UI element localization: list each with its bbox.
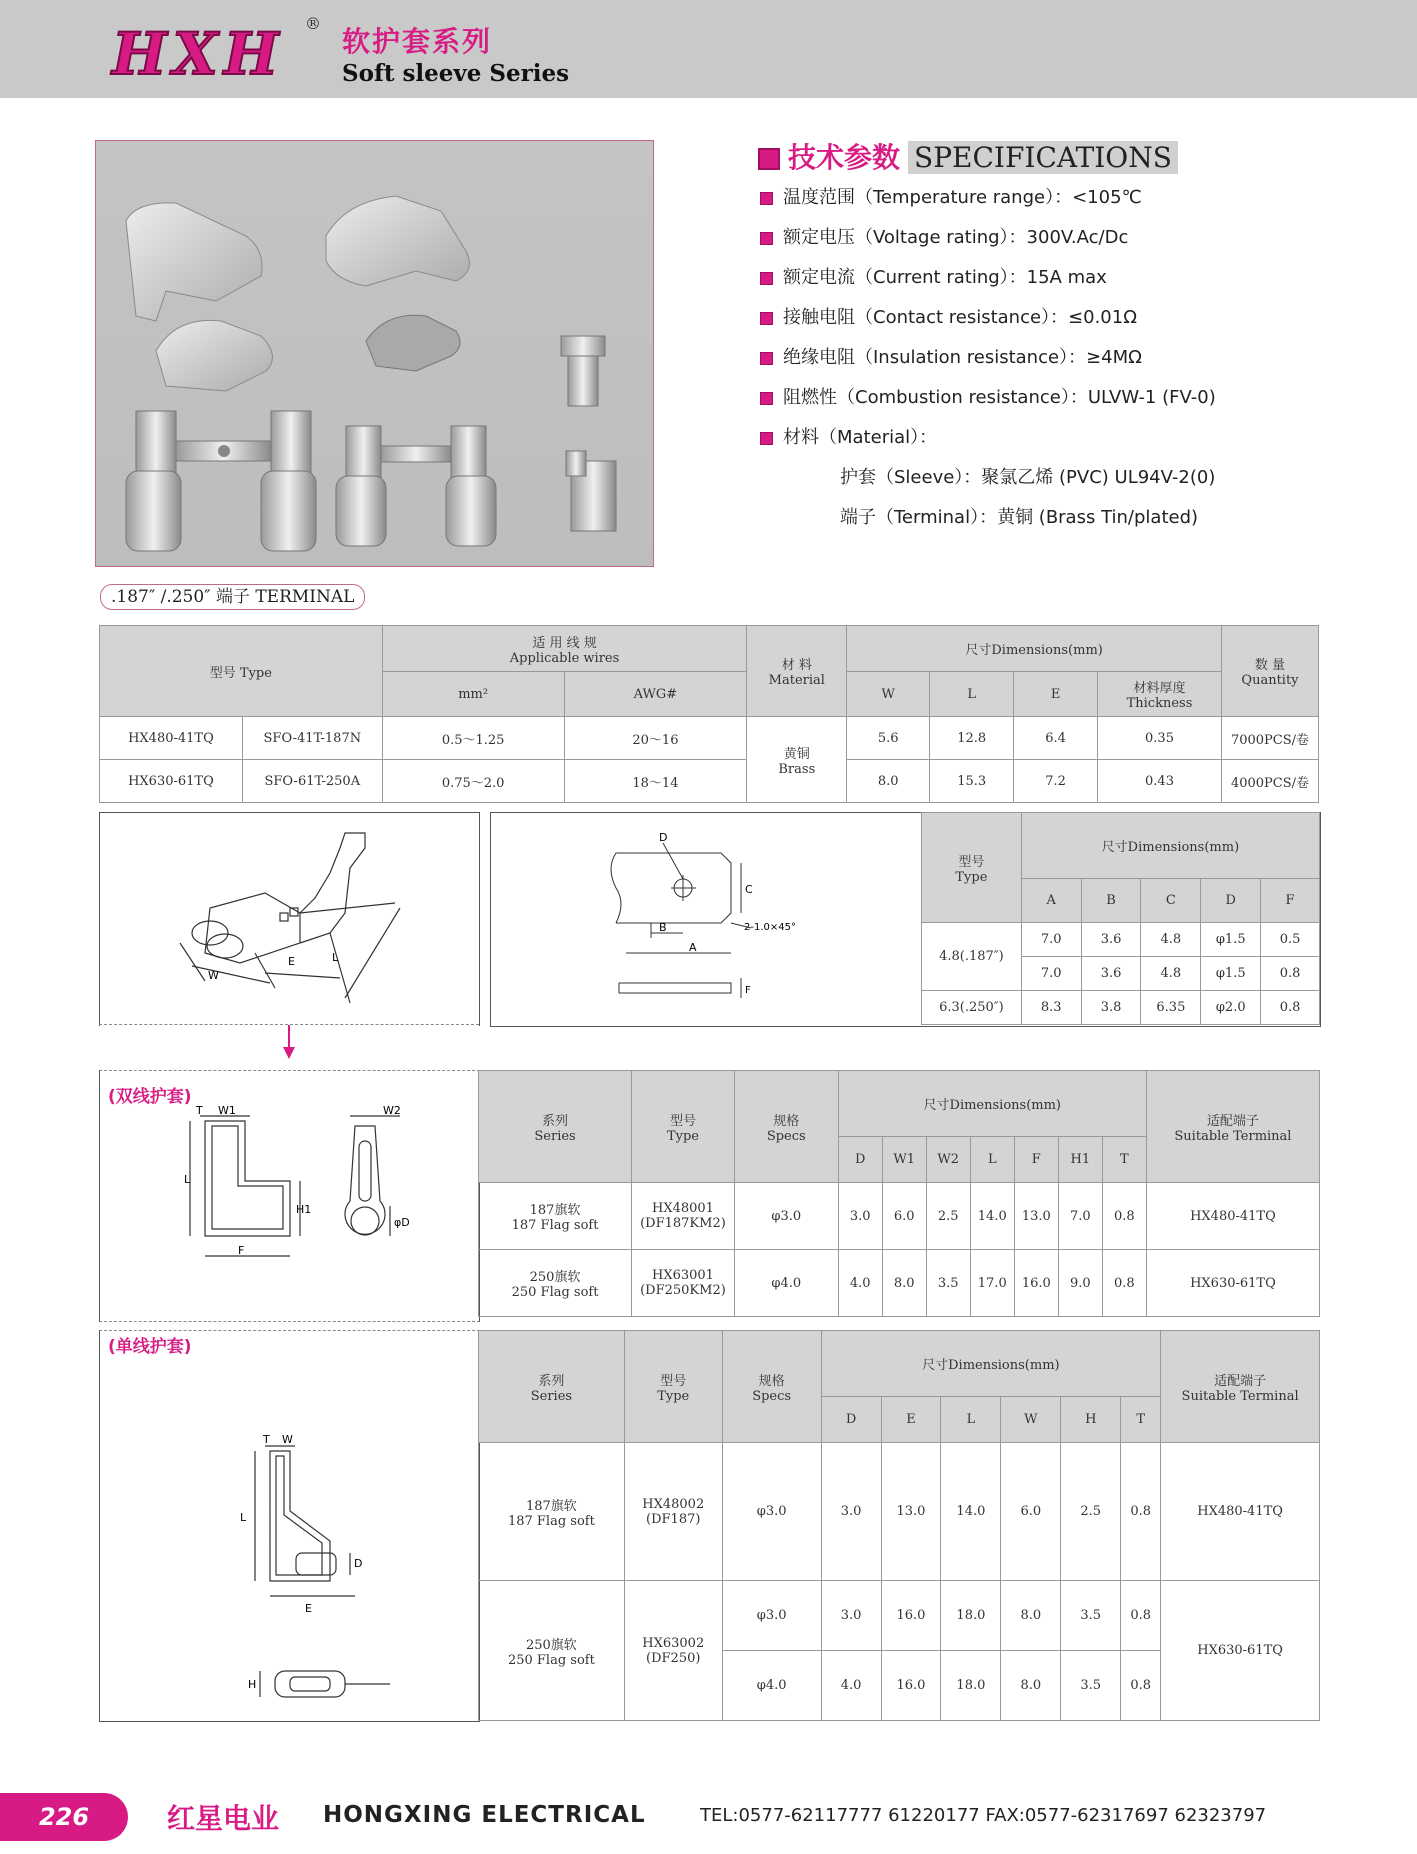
header-mm: mm² — [382, 672, 564, 717]
header-w: W — [847, 672, 930, 717]
table-row: 6.3(.250″) 8.3 3.8 6.35 φ2.0 0.8 — [922, 991, 1320, 1025]
header-specs: 规格 Specs — [734, 1071, 838, 1183]
bullet-icon — [760, 392, 773, 405]
spec-material: 材料（Material）： — [760, 423, 937, 449]
dim-l-label: L — [184, 1173, 191, 1186]
dim-w2-label: W2 — [383, 1104, 401, 1117]
dim-h-label: H — [248, 1678, 257, 1691]
spec-contact-resistance: 接触电阻（Contact resistance）：≤0.01Ω — [760, 303, 1137, 329]
dim-b-label: B — [659, 921, 667, 934]
dim-l-label: L — [240, 1511, 247, 1524]
single-sleeve-table: 系列 Series 型号 Type 规格 Specs 尺寸Dimensions(mm) 适配端子 Suitable Terminal D E L W H T 187旗软 187 Flag soft HX48002 (DF187) φ3.0 3.0 13.0 14.0 6.0 2.5 0.8 HX480-41TQ 250旗软 250 Flag soft HX63002 (DF250) φ3.0 3.0 16.0 18.0 8.0 3.5 0.8 HX630-61TQ φ4.0 4.0 16.0 18.0 8.0 3.5 0.8 — [478, 1330, 1320, 1721]
spec-combustion: 阻燃性（Combustion resistance）：ULVW-1 (FV-0) — [760, 383, 1216, 409]
dim-phid-label: φD — [394, 1216, 410, 1229]
header-type: 型号 Type — [922, 813, 1022, 923]
dim-a-label: A — [689, 941, 697, 954]
material-cell: 黄铜 Brass — [747, 717, 847, 803]
spec-voltage: 额定电压（Voltage rating）：300V.Ac/Dc — [760, 223, 1128, 249]
table-row: 187旗软 187 Flag soft HX48001 (DF187KM2) φ3.0 3.0 6.0 2.5 14.0 13.0 7.0 0.8 HX480-41TQ — [479, 1183, 1320, 1250]
table-row: HX630-61TQ SFO-61T-250A 0.75～2.0 18～14 8.0 15.3 7.2 0.43 4000PCS/卷 — [100, 760, 1319, 803]
double-sleeve-label: (双线护套) — [108, 1087, 192, 1107]
header-dimensions: 尺寸Dimensions(mm) — [838, 1071, 1146, 1137]
bullet-icon — [760, 272, 773, 285]
header-series: 系列 Series — [479, 1331, 625, 1443]
series-title-cn: 软护套系列 — [342, 25, 493, 58]
dim-e-label: E — [305, 1602, 312, 1615]
single-sleeve-label: (单线护套) — [108, 1337, 192, 1357]
terminal-table — [99, 625, 1319, 803]
bullet-icon — [760, 432, 773, 445]
bullet-icon — [760, 352, 773, 365]
double-sleeve-drawing — [99, 1070, 480, 1322]
dim-chamfer-label: 2-1.0×45° — [744, 922, 796, 933]
registered-mark: ® — [305, 14, 321, 33]
dim-t-label: T — [196, 1104, 203, 1117]
double-sleeve-table: 系列 Series 型号 Type 规格 Specs 尺寸Dimensions(mm) 适配端子 Suitable Terminal D W1 W2 L F H1 T 187旗软 187 Flag soft HX48001 (DF187KM2) φ3.0 3.0 6.0 2.5 14.0 13.0 7.0 0.8 HX480-41TQ 250旗软 250 Flag soft HX63001 (DF250KM2) φ4.0 4.0 8.0 3.5 17.0 16.0 9.0 0.8 HX630-61TQ — [478, 1070, 1320, 1317]
spec-current: 额定电流（Current rating）：15A max — [760, 263, 1107, 289]
header-quantity: 数 量 Quantity — [1221, 626, 1318, 717]
spec-temperature: 温度范围（Temperature range）：<105℃ — [760, 183, 1142, 209]
specs-heading-en: SPECIFICATIONS — [908, 141, 1178, 174]
header-wires: 适 用 线 规 Applicable wires — [382, 626, 747, 672]
terminal-section-label: .187″ /.250″ 端子 TERMINAL — [100, 584, 365, 610]
spec-sleeve-material: 护套（Sleeve）：聚氯乙烯 (PVC) UL94V-2(0) — [840, 467, 1216, 488]
dim-w1-label: W1 — [218, 1104, 236, 1117]
header-dimensions: 尺寸Dimensions(mm) — [1021, 813, 1319, 879]
brand-name-en: HONGXING ELECTRICAL — [323, 1802, 646, 1828]
table-row: HX480-41TQ SFO-41T-187N 0.5～1.25 20～16 黄铜 Brass 5.6 12.8 6.4 0.35 7000PCS/卷 — [100, 717, 1319, 760]
specifications-heading — [758, 136, 1178, 176]
header-thickness: 材料厚度 Thickness — [1098, 672, 1222, 717]
header-series: 系列 Series — [479, 1071, 632, 1183]
header-suitable-terminal: 适配端子 Suitable Terminal — [1161, 1331, 1320, 1443]
dim-d-label: D — [659, 831, 668, 844]
page-number: 226 — [0, 1793, 128, 1841]
spec-terminal-material: 端子（Terminal）：黄铜 (Brass Tin/plated) — [840, 507, 1199, 528]
product-photo — [95, 140, 654, 567]
header-type: 型号 Type — [632, 1071, 735, 1183]
dim-t-label: T — [263, 1433, 270, 1446]
single-sleeve-drawing — [99, 1330, 480, 1722]
bullet-icon — [760, 312, 773, 325]
bullet-icon — [760, 232, 773, 245]
dim-f-label: F — [745, 985, 751, 996]
tab-dimension-table: 型号 Type 尺寸Dimensions(mm) A B C D F 4.8(.187″) 7.0 3.6 4.8 φ1.5 0.5 7.0 3.6 4.8 φ1.5 0.8 6.3(.250″) 8.3 3.8 6.35 φ2.0 0.8 — [921, 812, 1320, 1025]
terminal-drawing — [99, 812, 480, 1026]
header-type: 型号 Type — [100, 626, 383, 717]
brand-name-cn: 红星电业 — [167, 1802, 280, 1835]
dim-l-label: L — [332, 951, 339, 964]
table-row: 187旗软 187 Flag soft HX48002 (DF187) φ3.0 3.0 13.0 14.0 6.0 2.5 0.8 HX480-41TQ — [479, 1443, 1320, 1581]
header-awg: AWG# — [564, 672, 747, 717]
dim-f-label: F — [238, 1244, 245, 1257]
spec-insulation-resistance: 绝缘电阻（Insulation resistance）：≥4MΩ — [760, 343, 1142, 369]
table-row: 7.0 3.6 4.8 φ1.5 0.8 — [922, 957, 1320, 991]
table-row: φ4.0 4.0 16.0 18.0 8.0 3.5 0.8 — [479, 1651, 1320, 1721]
table-row: 250旗软 250 Flag soft HX63002 (DF250) φ3.0 3.0 16.0 18.0 8.0 3.5 0.8 HX630-61TQ — [479, 1581, 1320, 1651]
contact-info: TEL:0577-62117777 61220177 FAX:0577-62317697 62323797 — [700, 1805, 1267, 1826]
dim-d-label: D — [354, 1557, 363, 1570]
table-row: 250旗软 250 Flag soft HX63001 (DF250KM2) φ4.0 4.0 8.0 3.5 17.0 16.0 9.0 0.8 HX630-61TQ — [479, 1250, 1320, 1317]
specs-heading-cn: 技术参数 — [788, 141, 901, 174]
table-row: 4.8(.187″) 7.0 3.6 4.8 φ1.5 0.5 — [922, 923, 1320, 957]
header-suitable-terminal: 适配端子 Suitable Terminal — [1146, 1071, 1319, 1183]
down-arrow-icon — [283, 1025, 295, 1063]
header-type: 型号 Type — [624, 1331, 722, 1443]
bullet-icon — [760, 192, 773, 205]
header-dimensions: 尺寸Dimensions(mm) — [821, 1331, 1161, 1397]
series-title-en: Soft sleeve Series — [342, 60, 570, 87]
dim-c-label: C — [745, 883, 753, 896]
dim-w-label: W — [208, 969, 219, 982]
dim-w-label: W — [282, 1433, 293, 1446]
header-e: E — [1014, 672, 1098, 717]
company-logo: HXH — [112, 20, 285, 88]
header-dimensions: 尺寸Dimensions(mm) — [847, 626, 1222, 672]
header-material: 材 料 Material — [747, 626, 847, 717]
dim-h1-label: H1 — [296, 1203, 312, 1216]
header-l: L — [930, 672, 1014, 717]
header-specs: 规格 Specs — [722, 1331, 821, 1443]
dim-e-label: E — [288, 955, 295, 968]
heading-bullet-icon — [758, 148, 780, 170]
